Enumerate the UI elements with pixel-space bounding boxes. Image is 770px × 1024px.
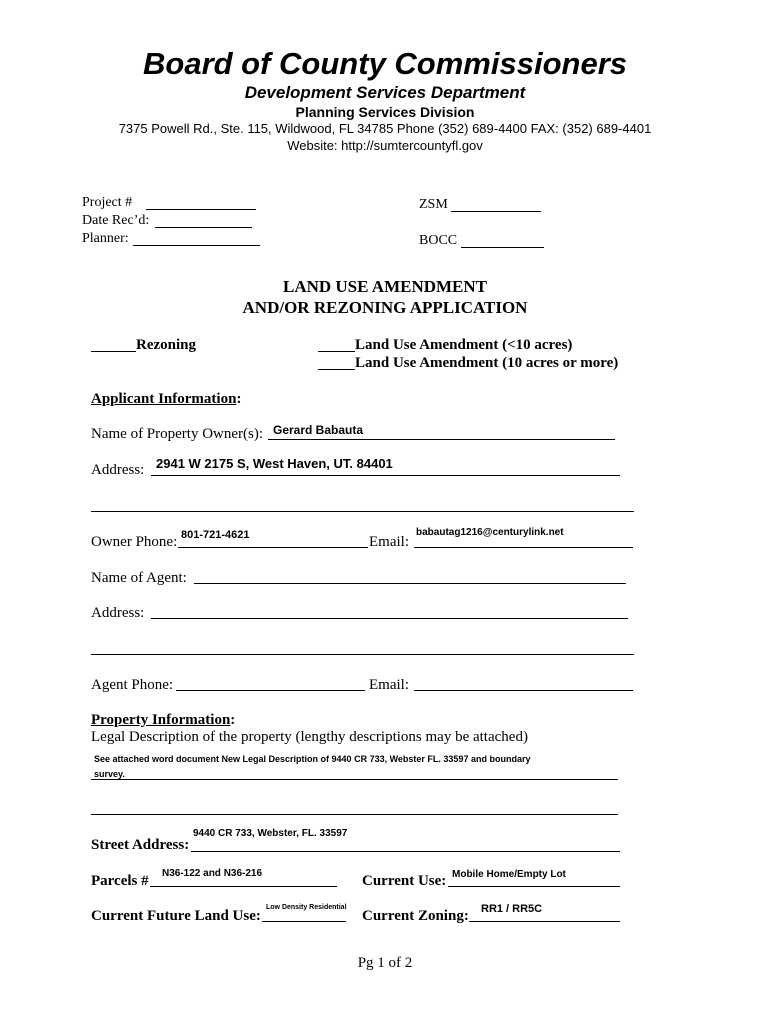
parcels-label: Parcels # [91, 873, 149, 889]
legal-description-value-line1: See attached word document New Legal Description of 9440 CR 733, Webster FL. 33597 and boundary [94, 754, 531, 764]
owner-address-field[interactable] [151, 475, 620, 476]
rezoning-label: Rezoning [136, 337, 196, 353]
planner-field[interactable] [133, 245, 260, 246]
zsm-label: ZSM [419, 197, 448, 212]
current-use-label: Current Use: [362, 873, 447, 889]
current-zoning-field[interactable] [469, 921, 620, 922]
agent-phone-field[interactable] [176, 690, 365, 691]
board-title: Board of County Commissioners [143, 46, 627, 81]
owner-address-field-line2[interactable] [91, 511, 634, 512]
legal-description-value-line2: survey. [94, 769, 125, 779]
parcels-field[interactable] [150, 886, 337, 887]
agent-address-field[interactable] [151, 618, 628, 619]
street-address-value: 9440 CR 733, Webster, FL. 33597 [193, 828, 348, 839]
page-number: Pg 1 of 2 [357, 955, 413, 971]
lua-large-label: Land Use Amendment (10 acres or more) [355, 355, 619, 371]
office-address: 7375 Powell Rd., Ste. 115, Wildwood, FL 34785 Phone (352) 689-4400 FAX: (352) 689-4401 [118, 121, 652, 136]
agent-name-field[interactable] [194, 583, 626, 584]
owner-phone-label: Owner Phone: [91, 534, 178, 550]
date-received-label: Date Rec’d: [82, 213, 150, 228]
zsm-field[interactable] [451, 211, 541, 212]
website-link[interactable]: Website: http://sumtercountyfl.gov [287, 138, 483, 153]
legal-description-field[interactable] [91, 779, 618, 780]
rezoning-checkbox[interactable] [91, 351, 136, 352]
current-zoning-label: Current Zoning: [362, 908, 469, 924]
planner-label: Planner: [82, 231, 129, 246]
lua-small-label: Land Use Amendment (<10 acres) [355, 337, 573, 353]
owner-phone-field[interactable] [178, 547, 368, 548]
parcels-value: N36-122 and N36-216 [162, 868, 263, 879]
street-address-label: Street Address: [91, 837, 190, 853]
lua-large-checkbox[interactable] [318, 369, 355, 370]
project-number-label: Project # [82, 195, 133, 210]
owner-phone-value: 801-721-4621 [181, 529, 250, 541]
legal-description-field-line2[interactable] [91, 814, 618, 815]
bocc-field[interactable] [461, 247, 544, 248]
agent-address-label: Address: [91, 605, 145, 621]
applicant-heading-text: Applicant Information [91, 391, 237, 407]
owner-address-label: Address: [91, 462, 145, 478]
owner-email-label: Email: [369, 534, 409, 550]
current-use-value: Mobile Home/Empty Lot [452, 869, 566, 880]
street-address-field[interactable] [191, 851, 620, 852]
form-title-line1: LAND USE AMENDMENT [282, 277, 488, 296]
owner-name-value: Gerard Babauta [273, 423, 364, 437]
legal-description-label: Legal Description of the property (lengthy descriptions may be attached) [91, 729, 528, 745]
agent-email-label: Email: [369, 677, 409, 693]
agent-phone-label: Agent Phone: [91, 677, 174, 693]
property-heading: Property Information: [91, 712, 236, 728]
future-land-use-field[interactable] [262, 921, 346, 922]
current-zoning-value: RR1 / RR5C [481, 903, 543, 915]
owner-name-label: Name of Property Owner(s): [91, 426, 264, 442]
division-name: Planning Services Division [295, 104, 475, 120]
current-use-field[interactable] [448, 886, 620, 887]
date-received-field[interactable] [155, 227, 252, 228]
bocc-label: BOCC [419, 233, 458, 248]
future-land-use-label: Current Future Land Use: [91, 908, 261, 924]
owner-email-value: babautag1216@centurylink.net [416, 527, 564, 538]
lua-small-checkbox[interactable] [318, 351, 355, 352]
agent-address-field-line2[interactable] [91, 654, 634, 655]
future-land-use-value: Low Density Residential [266, 904, 347, 911]
owner-email-field[interactable] [414, 547, 633, 548]
owner-address-value: 2941 W 2175 S, West Haven, UT. 84401 [156, 456, 393, 471]
agent-email-field[interactable] [414, 690, 633, 691]
department-name: Development Services Department [244, 83, 526, 102]
owner-name-field[interactable] [268, 439, 615, 440]
property-heading-text: Property Information [91, 712, 231, 728]
agent-name-label: Name of Agent: [91, 570, 187, 586]
applicant-heading: Applicant Information: [91, 391, 242, 407]
form-title-line2: AND/OR REZONING APPLICATION [242, 298, 528, 317]
project-number-field[interactable] [146, 209, 256, 210]
